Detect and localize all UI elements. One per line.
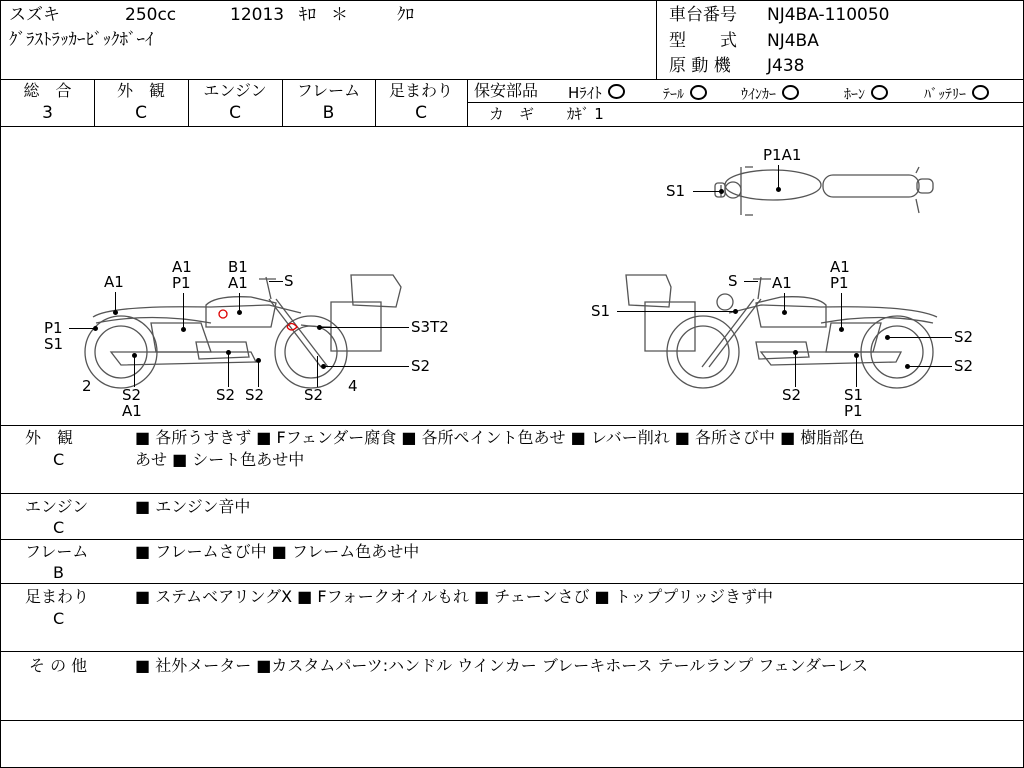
comment-exterior-line2: あせ ■ シート色あせ中: [135, 450, 305, 469]
comment-exterior-category: 外 観: [25, 428, 74, 447]
leader-line: [784, 293, 785, 311]
damage-code: P1: [830, 274, 849, 292]
damage-code: P1: [44, 319, 63, 337]
leader-line: [228, 353, 229, 387]
safety-horn: ﾎｰﾝ: [844, 85, 888, 102]
engine-value: J438: [767, 56, 805, 76]
leader-line: [693, 191, 721, 192]
comment-exterior-line1: ■ 各所うすきず ■ Fフェンダー腐食 ■ 各所ペイント色あせ ■ レバー削れ ■ 各所さび中 ■ 樹脂部色: [135, 428, 865, 447]
comment-frame-line1: ■ フレームさび中 ■ フレーム色あせ中: [135, 542, 420, 561]
ok-circle-icon: [690, 85, 707, 100]
damage-code: P1A1: [763, 146, 802, 164]
motorcycle-diagram: [1, 127, 1023, 425]
ok-circle-icon: [972, 85, 989, 100]
grade-engine-label: エンジン: [203, 81, 267, 100]
comment-engine-line1: ■ エンジン音中: [135, 497, 251, 516]
damage-code: S1: [44, 335, 64, 353]
leader-line: [183, 293, 184, 329]
damage-code: 2: [82, 377, 92, 395]
damage-code: S2: [411, 357, 431, 375]
grade-overall-label: 総 合: [23, 81, 72, 100]
header-divider: [656, 1, 657, 79]
damage-point: [321, 364, 326, 369]
safety-label: 保安部品: [474, 81, 539, 100]
divider: [467, 102, 1023, 103]
grade-overall-value: 3: [42, 103, 53, 123]
comment-exterior-grade: C: [53, 450, 65, 469]
damage-point: [132, 353, 137, 358]
comment-engine-category: エンジン: [25, 497, 89, 516]
comment-suspension-line1: ■ ステムベアリングX ■ Fフォークオイルもれ ■ チェーンさび ■ トッププリッジきず中: [135, 587, 773, 606]
damage-code: A1: [830, 258, 850, 276]
leader-line: [317, 356, 318, 387]
mileage: 12013: [230, 5, 285, 25]
divider: [1, 720, 1023, 721]
comment-engine-grade: C: [53, 518, 65, 537]
damage-code: A1: [172, 258, 192, 276]
color: ｸﾛ: [397, 5, 414, 25]
damage-code: S2: [954, 328, 974, 346]
leader-line: [319, 327, 409, 328]
model-name: ｸﾞﾗｽﾄﾗｯｶｰﾋﾞｯｸﾎﾞｰｲ: [9, 30, 154, 50]
frame-no: NJ4BA-110050: [767, 5, 890, 25]
damage-code: P1: [844, 402, 863, 420]
comment-frame-category: フレーム: [25, 542, 89, 561]
damage-point: [776, 187, 781, 192]
grade-engine-value: C: [229, 103, 241, 123]
damage-code: S2: [954, 357, 974, 375]
damage-point: [839, 327, 844, 332]
leader-line: [134, 357, 135, 387]
type-label: 型 式: [669, 31, 737, 51]
leader-line: [69, 328, 94, 329]
leader-line: [269, 281, 283, 282]
damage-point: [793, 350, 798, 355]
divider: [1, 651, 1023, 652]
ok-circle-icon: [871, 85, 888, 100]
damage-code: S2: [122, 386, 142, 404]
damage-point: [256, 358, 261, 363]
damage-code: S: [728, 272, 738, 290]
grade-frame-label: フレーム: [296, 81, 361, 100]
damage-code: A1: [122, 402, 142, 420]
leader-line: [239, 293, 240, 311]
safety-battery: ﾊﾞｯﾃﾘｰ: [924, 85, 989, 102]
grade-suspension-value: C: [415, 103, 427, 123]
leader-line: [778, 165, 779, 189]
damage-code: S1: [844, 386, 864, 404]
frame-no-label: 車台番号: [669, 5, 737, 25]
leader-line: [617, 311, 735, 312]
leader-line: [115, 292, 116, 312]
leader-line: [744, 281, 758, 282]
engine-label: 原 動 機: [669, 56, 731, 76]
damage-point: [719, 189, 724, 194]
ok-circle-icon: [782, 85, 799, 100]
damage-code: P1: [172, 274, 191, 292]
comment-frame-grade: B: [53, 563, 64, 582]
damage-point: [733, 309, 738, 314]
damage-point: [905, 364, 910, 369]
damage-code: 4: [348, 377, 358, 395]
comment-suspension-grade: C: [53, 609, 65, 628]
leader-line: [907, 366, 952, 367]
comment-other-category: そ の 他: [29, 656, 88, 675]
damage-point: [885, 335, 890, 340]
damage-code: S3T2: [411, 318, 449, 336]
damage-code: S2: [245, 386, 265, 404]
leader-line: [856, 356, 857, 387]
safety-winker: ｳｲﾝｶｰ: [741, 85, 799, 102]
ok-circle-icon: [608, 84, 625, 99]
top-view-icon: [715, 167, 933, 215]
divider: [1, 425, 1023, 426]
grade-exterior-label: 外 観: [116, 81, 165, 100]
damage-code: S2: [216, 386, 236, 404]
mark: ＊: [331, 5, 348, 25]
key-label: カ ギ: [489, 105, 535, 123]
leader-line: [887, 337, 952, 338]
damage-point: [317, 325, 322, 330]
comment-suspension-category: 足まわり: [25, 587, 90, 606]
grade-suspension-label: 足まわり: [388, 81, 453, 100]
damage-code: S1: [666, 182, 686, 200]
damage-point: [782, 310, 787, 315]
safety-tail: ﾃｰﾙ: [663, 85, 707, 102]
damage-point: [93, 326, 98, 331]
leader-line: [323, 366, 409, 367]
damage-point: [854, 353, 859, 358]
damage-code: S2: [782, 386, 802, 404]
displacement: 250cc: [125, 5, 177, 25]
key-value: ｶｷﾞ 1: [567, 105, 604, 123]
leader-line: [258, 361, 259, 387]
damage-code: S2: [304, 386, 324, 404]
leader-line: [795, 353, 796, 387]
type-value: NJ4BA: [767, 31, 819, 51]
damage-code: A1: [772, 274, 792, 292]
damage-code: S: [284, 272, 294, 290]
comment-other-line1: ■ 社外メーター ■カスタムパーツ:ハンドル ウインカー ブレーキホース テールランプ フェンダーレス: [135, 656, 869, 675]
damage-point: [113, 310, 118, 315]
safety-headlight: Hﾗｲﾄ: [568, 84, 625, 101]
grade-frame-value: B: [322, 103, 335, 123]
leader-line: [841, 293, 842, 329]
divider: [1, 583, 1023, 584]
divider: [1, 539, 1023, 540]
damage-code: A1: [228, 274, 248, 292]
damage-code: B1: [228, 258, 248, 276]
damage-point: [237, 310, 242, 315]
divider: [1, 493, 1023, 494]
damage-point: [226, 350, 231, 355]
divider: [1, 79, 1023, 80]
mileage-unit: ｷﾛ: [299, 5, 316, 25]
damage-code: S1: [591, 302, 611, 320]
grade-exterior-value: C: [135, 103, 147, 123]
maker: スズキ: [9, 5, 60, 25]
damage-point: [181, 327, 186, 332]
damage-code: A1: [104, 273, 124, 291]
